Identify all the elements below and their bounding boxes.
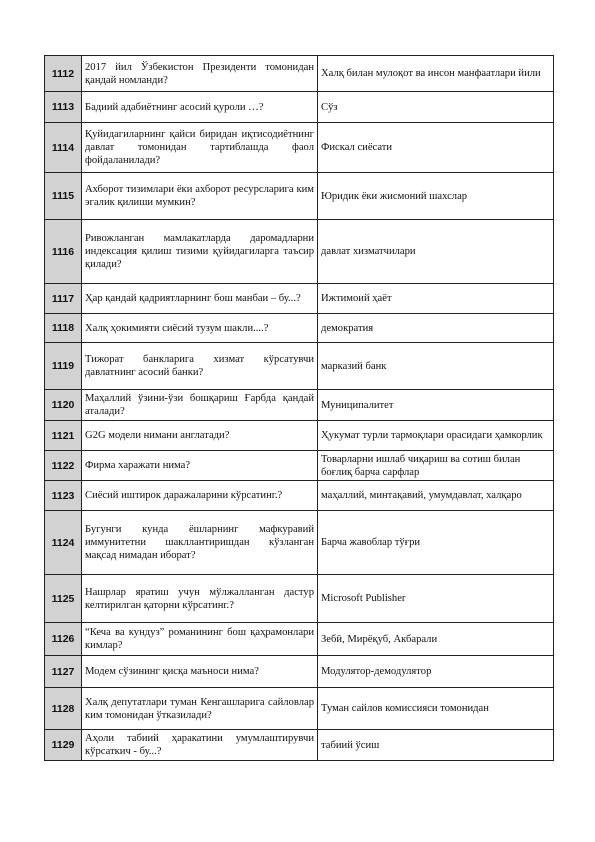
question-text: Қуйидагиларнинг қайси биридан иқтисодиётнинг давлат томонидан тартиблашда фаол фойдаланилади? bbox=[82, 123, 318, 173]
question-number: 1121 bbox=[45, 421, 82, 451]
table-row bbox=[45, 343, 554, 390]
question-text: Ривожланган мамлакатларда даромадларни индексация қилиш тизими қуйидагиларга таъсир қилади? bbox=[82, 220, 318, 284]
question-number: 1123 bbox=[45, 481, 82, 511]
question-number: 1115 bbox=[45, 173, 82, 220]
question-number: 1122 bbox=[45, 451, 82, 481]
answer-text: демократия bbox=[318, 314, 554, 343]
table-row bbox=[45, 481, 554, 511]
question-number: 1120 bbox=[45, 390, 82, 421]
question-number: 1127 bbox=[45, 656, 82, 688]
question-number: 1129 bbox=[45, 730, 82, 761]
question-text: Аҳоли табиий ҳаракатини умумлаштирувчи кўрсаткич - бу...? bbox=[82, 730, 318, 761]
table-row bbox=[45, 56, 554, 92]
table-row bbox=[45, 575, 554, 623]
answer-text: Муниципалитет bbox=[318, 390, 554, 421]
question-number: 1128 bbox=[45, 688, 82, 730]
answer-text: Товарларни ишлаб чиқариш ва сотиш билан боғлиқ барча сарфлар bbox=[318, 451, 554, 481]
table-row bbox=[45, 173, 554, 220]
table-row bbox=[45, 688, 554, 730]
answer-text: Ҳукумат турли тармоқлари орасидаги ҳамкорлик bbox=[318, 421, 554, 451]
table-row bbox=[45, 623, 554, 656]
question-text: Нашрлар яратиш учун мўлжалланган дастур келтирилган қаторни кўрсатинг.? bbox=[82, 575, 318, 623]
question-text: G2G модели нимани англатади? bbox=[82, 421, 318, 451]
question-table bbox=[44, 55, 554, 761]
answer-text: Сўз bbox=[318, 92, 554, 123]
question-number: 1114 bbox=[45, 123, 82, 173]
question-number: 1119 bbox=[45, 343, 82, 390]
question-text: Фирма харажати нима? bbox=[82, 451, 318, 481]
table-row bbox=[45, 123, 554, 173]
question-text: Ҳар қандай қадриятларнинг бош манбаи – бу...? bbox=[82, 284, 318, 314]
question-text: Сиёсий иштирок даражаларини кўрсатинг.? bbox=[82, 481, 318, 511]
question-number: 1118 bbox=[45, 314, 82, 343]
question-text: 2017 йил Ўзбекистон Президенти томонидан қандай номланди? bbox=[82, 56, 318, 92]
table-row bbox=[45, 92, 554, 123]
question-text: Халқ ҳокимияти сиёсий тузум шакли....? bbox=[82, 314, 318, 343]
question-number: 1124 bbox=[45, 511, 82, 575]
table-row bbox=[45, 421, 554, 451]
table-row bbox=[45, 656, 554, 688]
table-row bbox=[45, 730, 554, 761]
answer-text: Халқ билан мулоқот ва инсон манфаатлари йили bbox=[318, 56, 554, 92]
question-text: Модем сўзининг қисқа маъноси нима? bbox=[82, 656, 318, 688]
answer-text: Барча жавоблар тўғри bbox=[318, 511, 554, 575]
answer-text: Модулятор-демодулятор bbox=[318, 656, 554, 688]
question-text: Халқ депутатлари туман Кенгашларига сайловлар ким томонидан ўтказилади? bbox=[82, 688, 318, 730]
answer-text: Microsoft Publisher bbox=[318, 575, 554, 623]
question-text: Бугунги кунда ёшларнинг мафкуравий иммунитетни шакллантиришдан кўзланган мақсад нимадан иборат? bbox=[82, 511, 318, 575]
question-text: Бадиий адабиётнинг асосий қуроли …? bbox=[82, 92, 318, 123]
question-text: Маҳаллий ўзини-ўзи бошқариш Ғарбда қандай аталади? bbox=[82, 390, 318, 421]
answer-text: Юридик ёки жисмоний шахслар bbox=[318, 173, 554, 220]
answer-text: марказий банк bbox=[318, 343, 554, 390]
table-row bbox=[45, 511, 554, 575]
answer-text: Туман сайлов комиссияси томонидан bbox=[318, 688, 554, 730]
answer-text: маҳаллий, минтақавий, умумдавлат, халқаро bbox=[318, 481, 554, 511]
answer-text: Зебӣ, Мирёқуб, Акбарали bbox=[318, 623, 554, 656]
question-number: 1116 bbox=[45, 220, 82, 284]
answer-text: табиий ўсиш bbox=[318, 730, 554, 761]
quiz-document bbox=[44, 55, 553, 761]
question-text: Ахборот тизимлари ёки ахборот ресурсларига ким эгалик қилиши мумкин? bbox=[82, 173, 318, 220]
question-number: 1126 bbox=[45, 623, 82, 656]
table-row bbox=[45, 390, 554, 421]
question-number: 1112 bbox=[45, 56, 82, 92]
answer-text: Ижтимоий ҳаёт bbox=[318, 284, 554, 314]
question-number: 1125 bbox=[45, 575, 82, 623]
table-row bbox=[45, 451, 554, 481]
question-number: 1117 bbox=[45, 284, 82, 314]
question-text: Тижорат банкларига хизмат кўрсатувчи давлатнинг асосий банки? bbox=[82, 343, 318, 390]
table-row bbox=[45, 314, 554, 343]
table-row bbox=[45, 284, 554, 314]
question-number: 1113 bbox=[45, 92, 82, 123]
table-row bbox=[45, 220, 554, 284]
question-text: “Кеча ва кундуз” романининг бош қаҳрамонлари кимлар? bbox=[82, 623, 318, 656]
answer-text: давлат хизматчилари bbox=[318, 220, 554, 284]
answer-text: Фискал сиёсати bbox=[318, 123, 554, 173]
